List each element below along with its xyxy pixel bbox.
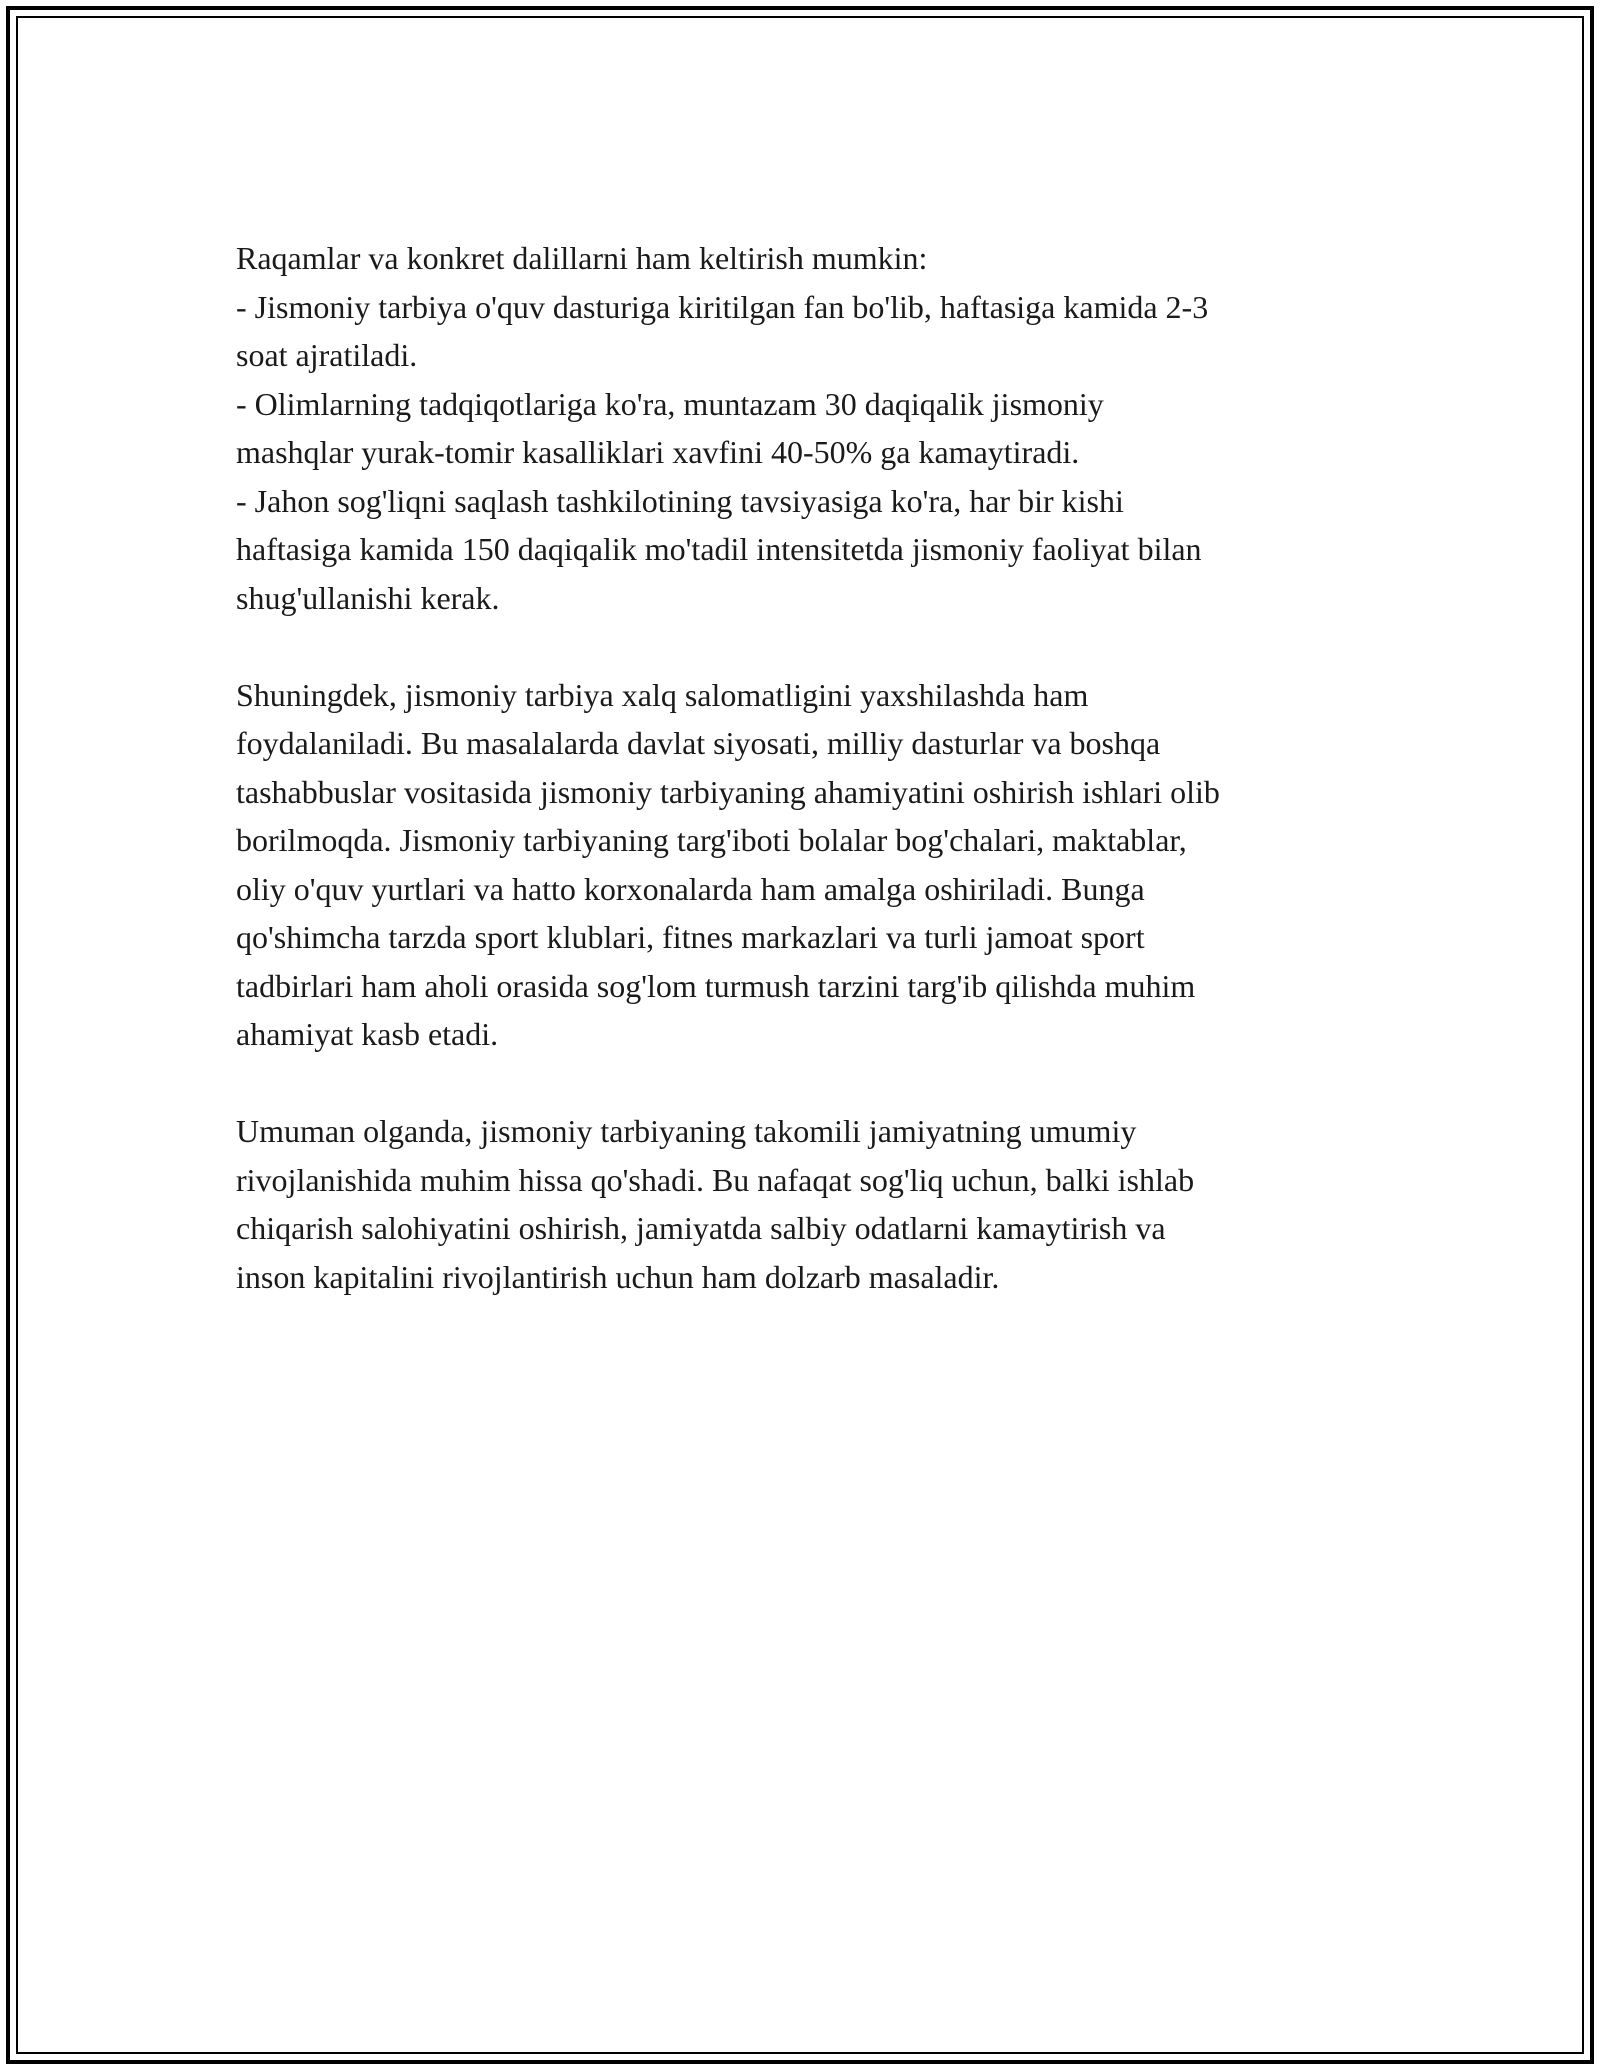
paragraph-facts: Raqamlar va konkret dalillarni ham keltirish mumkin: - Jismoniy tarbiya o'quv dasturiga kiritilgan fan bo'lib, haftasiga kamida 2-3 soat ajratiladi. - Olimlarning tadqiqotlariga ko'ra, muntazam 30 daqiqalik jismoniy mashqlar yurak-tomir kasalliklari xavfini 40-50% ga kamaytiradi. - Jahon sog'liqni saqlash tashkilotining tavsiyasiga ko'ra, har bir kishi haftasiga kamida 150 daqiqalik mo'tadil intensitetda jismoniy faoliyat bilan shug'ullanishi kerak. — [236, 240, 1209, 616]
paragraph-public-health: Shuningdek, jismoniy tarbiya xalq salomatligini yaxshilashda ham foydalaniladi. Bu masalalarda davlat siyosati, milliy dasturlar va boshqa tashabbuslar vositasida jismoniy tarbiyaning ahamiyatini oshirish ishlari olib borilmoqda. Jismoniy tarbiyaning targ'iboti bolalar bog'chalari, maktablar, oliy o'quv yurtlari va hatto korxonalarda ham amalga oshiriladi. Bunga qo'shimcha tarzda sport klublari, fitnes markazlari va turli jamoat sport tadbirlari ham aholi orasida sog'lom turmush tarzini targ'ib qilishda muhim ahamiyat kasb etadi. — [236, 676, 1220, 1052]
paragraph-spacer — [236, 1059, 1376, 1108]
paragraph-conclusion: Umuman olganda, jismoniy tarbiyaning takomili jamiyatning umumiy rivojlanishida muhim hissa qo'shadi. Bu nafaqat sog'liq uchun, balki ishlab chiqarish salohiyatini oshirish, jamiyatda salbiy odatlarni kamaytirish va inson kapitalini rivojlantirish uchun ham dolzarb masaladir. — [236, 1113, 1195, 1295]
paragraph-spacer — [236, 622, 1376, 671]
document-body — [236, 234, 1376, 1301]
